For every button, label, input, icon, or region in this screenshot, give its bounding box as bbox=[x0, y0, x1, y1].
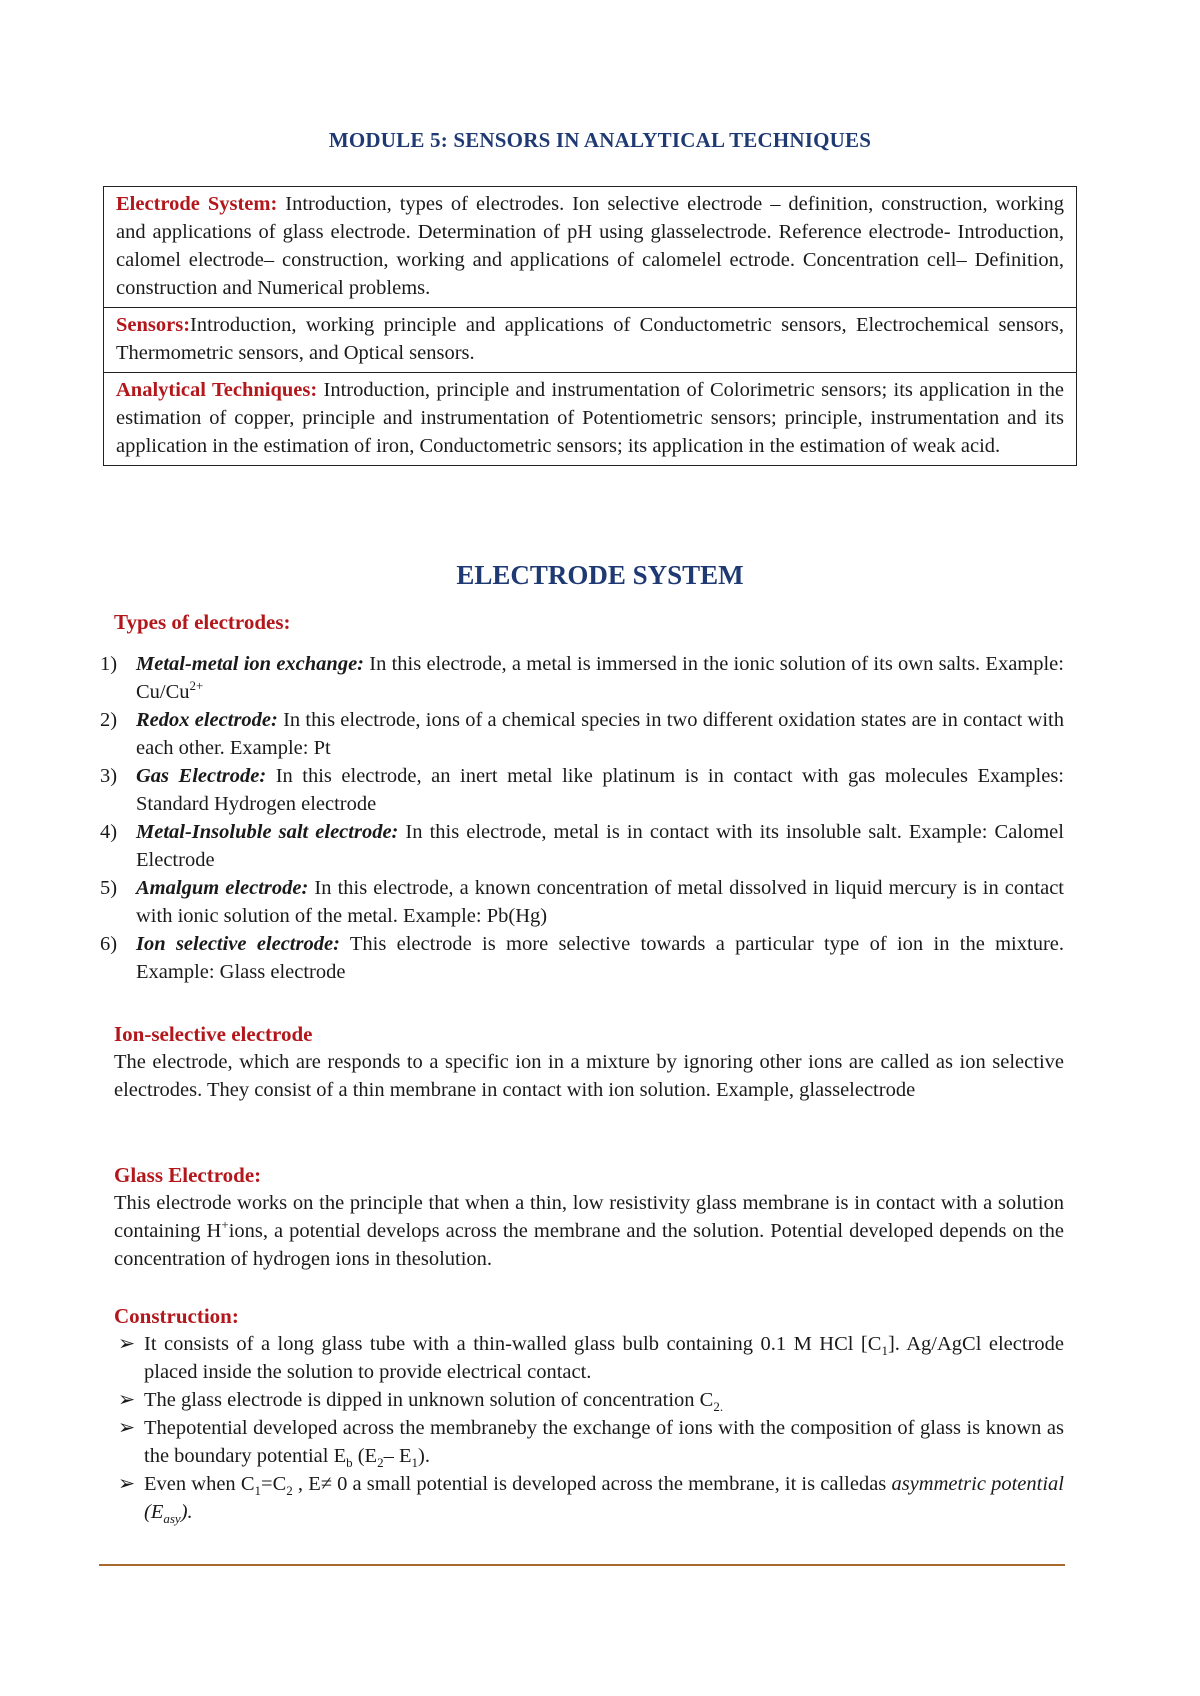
syllabus-row bbox=[104, 308, 1077, 373]
list-italic: ). bbox=[180, 1501, 193, 1523]
list-sub: asy bbox=[163, 1511, 181, 1527]
syllabus-label: Analytical Techniques: bbox=[116, 379, 318, 401]
types-section bbox=[100, 608, 1064, 986]
ise-heading: Ion-selective electrode bbox=[114, 1022, 313, 1046]
list-text: In this electrode, a known concentration of metal dissolved in liquid mercury is in contact with ionic solution of the metal. Example: Pb(Hg) bbox=[136, 877, 1064, 927]
arrow-bullet-icon: ➢ bbox=[118, 1389, 136, 1411]
list-term: Metal-Insoluble salt electrode: bbox=[136, 821, 399, 843]
list-sub: 1 bbox=[254, 1483, 262, 1499]
list-text: This electrode is more selective towards a particular type of ion in the mixture. Example: Glass electrode bbox=[136, 933, 1064, 983]
list-text: The glass electrode is dipped in unknown solution of concentration C bbox=[144, 1389, 714, 1411]
list-item bbox=[114, 1414, 1064, 1470]
list-number: 4) bbox=[100, 821, 118, 843]
construction-section bbox=[114, 1302, 1064, 1526]
list-sub: 2 bbox=[377, 1455, 384, 1471]
list-text: =C bbox=[261, 1473, 287, 1495]
section-title: ELECTRODE SYSTEM bbox=[456, 560, 744, 590]
list-number: 1) bbox=[100, 653, 118, 675]
list-text: Even when C bbox=[144, 1473, 255, 1495]
syllabus-row bbox=[104, 373, 1077, 466]
list-term: Gas Electrode: bbox=[136, 765, 267, 787]
list-item bbox=[114, 1386, 1064, 1414]
list-text: Thepotential developed across the membraneby the exchange of ions with the composition of glass is known as the boundary potential E bbox=[144, 1417, 1064, 1467]
arrow-bullet-icon: ➢ bbox=[118, 1417, 136, 1439]
list-item bbox=[100, 874, 1064, 930]
syllabus-cell bbox=[104, 187, 1077, 308]
syllabus-label: Sensors: bbox=[116, 314, 191, 336]
list-term: Amalgum electrode: bbox=[136, 877, 309, 899]
types-list bbox=[100, 650, 1064, 986]
list-item bbox=[114, 1330, 1064, 1386]
syllabus-cell bbox=[104, 373, 1077, 466]
list-item bbox=[100, 818, 1064, 874]
list-sub: 2. bbox=[713, 1399, 724, 1415]
list-item bbox=[100, 930, 1064, 986]
glass-text: This electrode works on the principle that when a thin, low resistivity glass membrane is in contact with a solution containing H bbox=[114, 1192, 1064, 1242]
list-number: 5) bbox=[100, 877, 118, 899]
syllabus-cell bbox=[104, 308, 1077, 373]
syllabus-text: Introduction, principle and instrumentation of Colorimetric sensors; its application in the estimation of copper, principle and instrumentation of Potentiometric sensors; principle, instrumentation and its application in the estimation of iron, Conductometric sensors; its application in the estimation of weak acid. bbox=[116, 379, 1065, 457]
syllabus-row bbox=[104, 187, 1077, 308]
construction-list bbox=[114, 1330, 1064, 1526]
footer-divider bbox=[99, 1564, 1065, 1566]
construction-heading: Construction: bbox=[114, 1304, 239, 1328]
glass-text: ions, a potential develops across the membrane and the solution. Potential developed depends on the concentration of hydrogen ions in thesolution. bbox=[114, 1220, 1065, 1270]
list-item bbox=[100, 706, 1064, 762]
list-sub: 1 bbox=[411, 1455, 418, 1471]
list-sub: 1 bbox=[881, 1343, 888, 1359]
syllabus-label: Electrode System: bbox=[116, 193, 278, 215]
list-text: , E≠ 0 a small potential is developed across the membrane, it is calledas bbox=[292, 1473, 892, 1495]
list-item bbox=[114, 1470, 1064, 1526]
list-term: Redox electrode: bbox=[136, 709, 278, 731]
list-text: In this electrode, metal is in contact with its insoluble salt. Example: Calomel Electrode bbox=[136, 821, 1064, 871]
module-title: MODULE 5: SENSORS IN ANALYTICAL TECHNIQUES bbox=[328, 128, 872, 152]
list-text: In this electrode, an inert metal like platinum is in contact with gas molecules Examples: Standard Hydrogen electrode bbox=[136, 765, 1064, 815]
list-italic: asymmetric potential (E bbox=[144, 1473, 1064, 1523]
glass-sup: + bbox=[221, 1217, 229, 1233]
glass-section bbox=[114, 1161, 1064, 1273]
syllabus-table bbox=[103, 186, 1077, 466]
list-sub: b bbox=[346, 1455, 353, 1471]
list-text: It consists of a long glass tube with a thin-walled glass bulb containing 0.1 M HCl [C bbox=[144, 1333, 882, 1355]
list-text: In this electrode, ions of a chemical species in two different oxidation states are in contact with each other. Example: Pt bbox=[136, 709, 1064, 759]
glass-paragraph bbox=[114, 1189, 1064, 1273]
types-heading: Types of electrodes: bbox=[114, 610, 291, 634]
syllabus-text: Introduction, working principle and applications of Conductometric sensors, Electrochemical sensors, Thermometric sensors, and Optical sensors. bbox=[116, 314, 1064, 364]
list-text: In this electrode, a metal is immersed in the ionic solution of its own salts. Example: Cu/Cu bbox=[136, 653, 1064, 703]
list-text: ]. Ag/AgCl electrode placed inside the solution to provide electrical contact. bbox=[144, 1333, 1065, 1383]
list-term: Ion selective electrode: bbox=[136, 933, 340, 955]
list-number: 2) bbox=[100, 709, 118, 731]
list-sub: 2 bbox=[286, 1483, 293, 1499]
arrow-bullet-icon: ➢ bbox=[118, 1473, 136, 1495]
list-sup: 2+ bbox=[189, 678, 204, 694]
list-text: (E bbox=[352, 1445, 378, 1467]
glass-heading: Glass Electrode: bbox=[114, 1163, 262, 1187]
list-number: 6) bbox=[100, 933, 118, 955]
ise-paragraph: The electrode, which are responds to a specific ion in a mixture by ignoring other ions are called as ion selective electrodes. They consist of a thin membrane in contact with ion solution. Example, glasselectrode bbox=[114, 1051, 1064, 1101]
list-item bbox=[100, 762, 1064, 818]
list-text: ). bbox=[418, 1445, 430, 1467]
ise-section bbox=[114, 1020, 1064, 1104]
arrow-bullet-icon: ➢ bbox=[118, 1333, 136, 1355]
list-number: 3) bbox=[100, 765, 118, 787]
syllabus-text: Introduction, types of electrodes. Ion selective electrode – definition, construction, working and applications of glass electrode. Determination of pH using glasselectrode. Reference electrode- Introduction, calomel electrode– construction, working and applications of calomelel ectrode. Concentration cell– Definition, construction and Numerical problems. bbox=[116, 193, 1064, 299]
list-term: Metal-metal ion exchange: bbox=[136, 653, 364, 675]
list-text: – E bbox=[383, 1445, 412, 1467]
list-item bbox=[100, 650, 1064, 706]
